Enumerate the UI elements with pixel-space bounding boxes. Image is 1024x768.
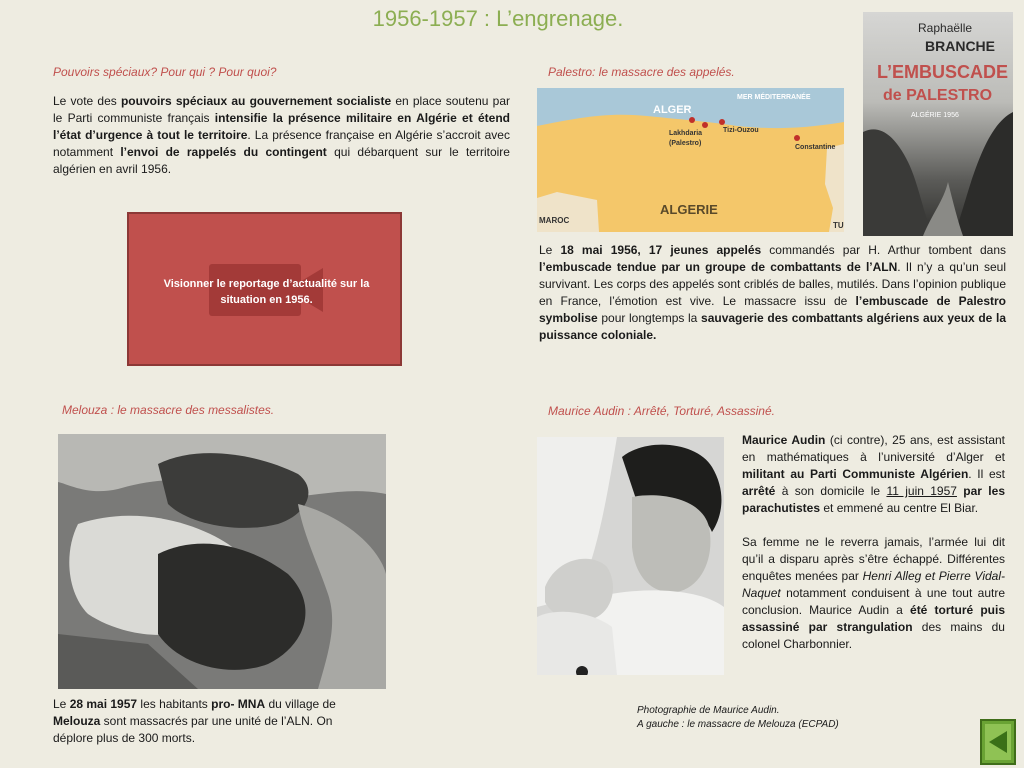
map-label-palestro: (Palestro): [669, 140, 702, 147]
text-run: militant au Parti Communiste Algérien: [742, 467, 969, 481]
map-label-lakhdaria: Lakhdaria: [669, 130, 703, 137]
book-cover-image: [863, 12, 1013, 236]
text-run: l’envoi de rappelés du contingent: [120, 145, 327, 159]
text-run: sauvagerie des combattants algériens aux yeux de la puissance coloniale.: [539, 311, 1006, 342]
text-run: sont massacrés par une unité de l’ALN. On déplore plus de 300 morts.: [53, 714, 333, 745]
video-link-label: Visionner le reportage d’actualité sur la situation en 1956.: [163, 278, 370, 306]
text-run: 28 mai 1957: [69, 697, 138, 711]
text-run: Le: [53, 697, 70, 711]
text-run: à son domicile le: [775, 484, 887, 498]
caption-line-1: Photographie de Maurice Audin.: [637, 705, 780, 716]
section-heading-palestro: Palestro: le massacre des appelés.: [548, 65, 735, 79]
text-run: l’embuscade tendue par un groupe de combattants de l’ALN: [539, 260, 898, 274]
text-run: 18 mai 1956, 17 jeunes appelés: [560, 243, 762, 257]
map-label-tizi: Tizi-Ouzou: [723, 127, 759, 134]
paragraph-audin-2: [742, 534, 1005, 653]
book-title-1: L’EMBUSCADE: [877, 62, 1009, 82]
page-title: 1956-1957 : L’engrenage.: [372, 6, 624, 31]
text-run: les habitants: [137, 697, 212, 711]
book-title-2: de PALESTRO: [883, 87, 993, 104]
map-label-constantine: Constantine: [795, 144, 836, 151]
text-run: Sa femme ne le reverra jamais, l’armée lui dit qu’il a disparu après s’être échappé. Différentes enquêtes menées par: [742, 535, 1005, 583]
section-heading-audin: Maurice Audin : Arrêté, Torturé, Assassiné.: [548, 404, 775, 418]
text-run: en place soutenu par le Parti communiste français: [53, 94, 510, 125]
text-run: Maurice Audin: [742, 433, 826, 447]
video-link-button[interactable]: [127, 212, 402, 366]
text-run: notamment conduisent à une tout autre conclusion. Maurice Audin a: [742, 586, 1005, 617]
caption-line-2: A gauche : le massacre de Melouza (ECPAD): [637, 719, 839, 730]
text-run: par les parachutistes: [742, 484, 1005, 515]
text-run: du village de: [265, 697, 336, 711]
paragraph-melouza: [53, 696, 363, 747]
map-algeria: [537, 88, 844, 232]
text-run: Le vote des: [53, 94, 121, 108]
paragraph-pouvoirs: [53, 93, 510, 178]
book-author-first: Raphaëlle: [918, 21, 973, 35]
melouza-photo: [58, 434, 386, 689]
text-run: Melouza: [53, 714, 101, 728]
back-arrow-icon: [987, 729, 1009, 755]
text-run: qui débarquent sur le territoire algérien en avril 1956.: [53, 145, 510, 176]
paragraph-audin-1: [742, 432, 1005, 517]
map-label-alger: ALGER: [653, 104, 692, 116]
text-run: été torturé puis assassiné par strangulation: [742, 603, 1005, 634]
text-run: commandés par H. Arthur tombent dans: [761, 243, 1006, 257]
map-label-sea: MER MÉDITERRANÉE: [737, 94, 811, 101]
text-run: l’embuscade de Palestro symbolise: [539, 294, 1006, 325]
text-run: pouvoirs spéciaux au gouvernement socialiste: [120, 94, 392, 108]
map-label-algerie: ALGERIE: [660, 202, 718, 217]
section-heading-pouvoirs: Pouvoirs spéciaux? Pour qui ? Pour quoi?: [53, 65, 277, 79]
map-label-maroc: MAROC: [539, 216, 570, 225]
text-run: . Il est: [968, 467, 1005, 481]
text-run: . Il n’y a qu’un seul survivant. Les corps des appelés sont criblés de balles, mutilés. Dans l’opinion publique en France, l’émotion est vive. Le massacre issu de: [539, 260, 1006, 308]
text-run: pro- MNA: [211, 697, 266, 711]
book-subtitle: ALGÉRIE 1956: [911, 112, 959, 119]
text-run: et emmené au centre El Biar.: [820, 501, 979, 515]
text-run: Le: [539, 243, 561, 257]
text-run: arrêté: [742, 484, 776, 498]
text-run: Henri Alleg et Pierre Vidal-Naquet: [742, 569, 1005, 600]
section-heading-melouza: Melouza : le massacre des messalistes.: [62, 403, 275, 417]
text-run: pour longtemps la: [597, 311, 702, 325]
back-button[interactable]: [980, 719, 1016, 765]
text-run: intensifie la présence militaire en Algérie et étend l’état d’urgence à tout le territoire: [53, 111, 510, 142]
text-run: 11 juin 1957: [886, 484, 957, 498]
text-run: (ci contre), 25 ans, est assistant en mathématiques à l’université d’Alger et: [742, 433, 1006, 464]
paragraph-palestro: [539, 242, 1006, 344]
text-run: des mains du colonel Charbonnier.: [742, 620, 1005, 651]
text-run: . La présence française en Algérie s’accroit avec notamment: [53, 128, 510, 159]
book-author-last: BRANCHE: [925, 38, 995, 54]
map-label-tu: TU: [833, 221, 844, 230]
maurice-audin-photo: [537, 437, 724, 675]
